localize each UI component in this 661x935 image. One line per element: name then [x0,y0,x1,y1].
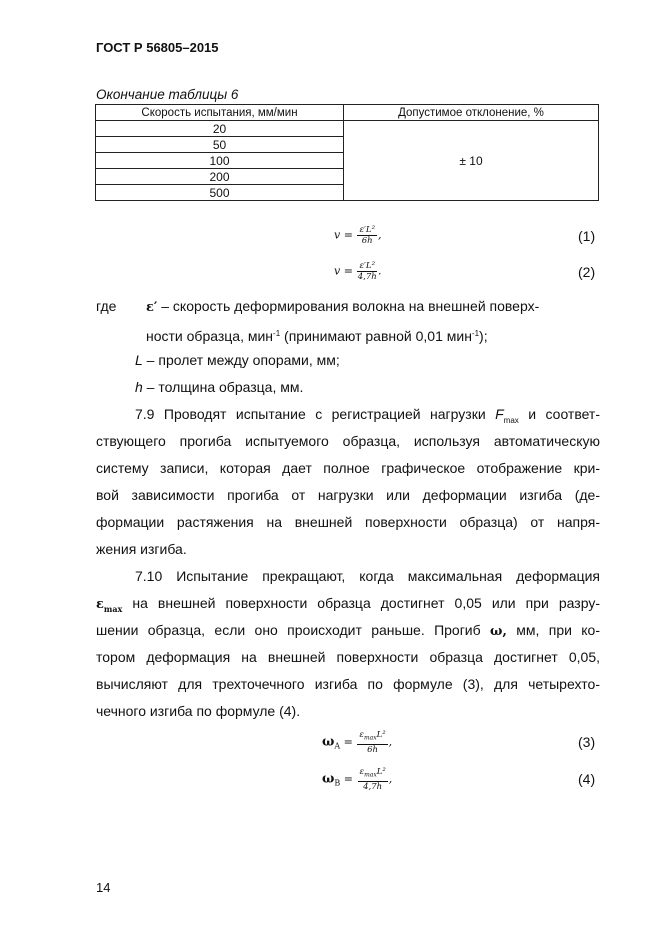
eq3-denominator: 6h [367,744,378,755]
column-header-speed: Скорость испытания, мм/мин [96,105,344,121]
where-line-4 [135,379,303,396]
force-symbol: F [495,406,504,422]
eq4-fraction [358,767,388,792]
equation-4: $\omega_B$ = $\frac{\varepsilon_{max}L^2}{4,7h}$ , [322,767,393,792]
paragraph-7-9-line-5: формации растяжения на внешней поверхности образца) от напря- [96,514,600,530]
paragraph-text: 7.9 Проводят испытание с регистрацией нагрузки [135,406,496,422]
eq4-lhs: ω [322,771,335,787]
eq4-num-tail: L² [376,767,386,777]
max-strain-symbol: ε [96,597,104,612]
speed-cell: 100 [96,153,344,169]
span-symbol: L [135,352,143,368]
column-header-tolerance: Допустимое отклонение, % [344,105,599,121]
paragraph-text: на внешней поверхности образца достигнет 0,05 или при разру- [122,595,600,611]
eq3-num-subscript: max [363,734,377,742]
equation-3: $\omega_A$ = $\frac{\varepsilon_{max}L^2}{6h}$ , [322,730,393,755]
table-6 [95,104,599,201]
eq2-numerator: ε′L² [359,261,375,271]
strain-rate-description: – скорость деформирования волокна на внешней поверх- [161,298,540,314]
table-header-row [96,105,599,121]
thickness-symbol: h [135,379,143,395]
eq3-fraction [357,730,387,755]
paragraph-text: и соответ- [518,406,601,422]
eq3-tail: , [388,735,393,749]
paragraph-7-10-line-5: вычисляют для трехточечного изгиба по формуле (3), для четырехто- [96,676,600,692]
where-label: где [96,298,117,314]
paragraph-7-10-line-1: 7.10 Испытание прекращают, когда максимальная деформация [135,568,600,584]
paragraph-7-10-line-2 [96,595,600,618]
paragraph-text: шении образца, если оно происходит раньше. Прогиб [96,622,490,638]
eq1-tail: , [377,228,382,242]
eq1-fraction [357,225,377,246]
speed-cell: 200 [96,169,344,185]
equation-2-number: (2) [578,264,596,280]
where-text: (принимают равной 0,01 мин [280,328,472,344]
speed-cell: 50 [96,137,344,153]
table-row [96,121,599,137]
paragraph-7-9-line-3: систему записи, которая дает полное графическое отображение кри- [96,460,600,476]
equation-1-number: (1) [578,228,596,244]
paragraph-7-9-line-6: жения изгиба. [96,541,187,557]
span-description: – пролет между опорами, мм; [142,352,340,368]
eq2-fraction [357,261,377,282]
superscript: -1 [273,329,281,338]
eq4-lhs-subscript: B [334,778,341,788]
where-text: ности образца, мин [146,328,274,344]
eq2-tail: . [377,264,382,278]
eq1-denominator: 6h [361,236,373,246]
eq4-num-symbol: ε [359,767,365,777]
superscript: -1 [471,329,480,338]
eq3-num-symbol: ε [359,730,364,740]
eq2-denominator: 4,7h [357,272,377,282]
paragraph-7-10-line-6: чечного изгиба по формуле (4). [96,703,301,719]
eq4-num-subscript: max [364,771,377,779]
speed-cell: 20 [96,121,344,137]
thickness-description: – толщина образца, мм. [142,379,304,395]
paragraph-7-9-line-2: ствующего прогиба испытуемого образца, используя автоматическую [96,433,600,449]
tolerance-cell: ± 10 [344,121,599,201]
paragraph-7-10-line-4: тором деформация на внешней поверхности образца достигнет 0,05, [96,649,600,665]
eq4-tail: , [388,772,393,786]
where-line-1 [146,298,539,316]
where-text: ); [479,328,488,344]
speed-cell: 500 [96,185,344,201]
equation-4-number: (4) [578,771,596,787]
eq3-numerator [357,730,387,745]
eq3-lhs-subscript: A [334,741,341,751]
document-header: ГОСТ Р 56805–2015 [96,40,219,55]
equation-2: v = $\frac{\text{ε′L²}}{4,7h}$ . [334,261,382,282]
page-number: 14 [96,880,111,895]
eq1-numerator: ε′L² [359,225,375,235]
eq4-numerator [358,767,388,782]
where-line-2 [146,325,488,345]
deflection-symbol: ω, [490,624,507,639]
table-caption: Окончание таблицы 6 [96,87,239,102]
equation-1: v = $\frac{\text{ε′L²}}{6h}$ , [334,225,382,246]
paragraph-7-9-line-4: вой зависимости прогиба от нагрузки или деформации изгиба (де- [96,487,600,503]
eq3-num-tail: L² [376,730,386,740]
paragraph-text: мм, при ко- [506,622,600,638]
eq3-lhs: ω [322,734,335,750]
eq1-lhs: v [334,228,341,242]
subscript: max [103,603,123,614]
strain-rate-symbol: ε′ [146,300,158,315]
equation-3-number: (3) [578,734,596,750]
paragraph-7-9-line-1 [96,406,600,429]
eq4-denominator: 4,7h [363,781,383,792]
paragraph-7-10-line-3 [96,622,600,640]
eq2-lhs: v [334,264,341,278]
subscript: max [503,415,519,425]
where-line-3 [135,352,340,369]
